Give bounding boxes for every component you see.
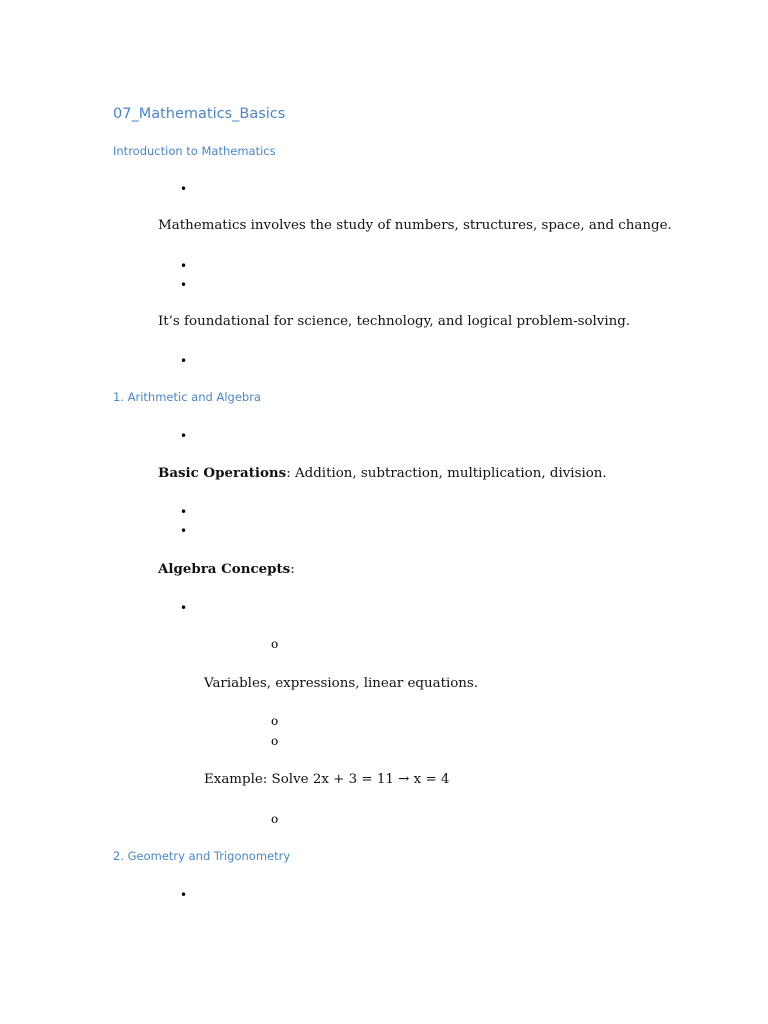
bullet-marker: • <box>180 354 188 368</box>
bullet-marker: • <box>180 888 188 902</box>
section-heading-arithmetic-algebra: 1. Arithmetic and Algebra <box>113 390 261 404</box>
bullet-marker: • <box>180 182 188 196</box>
algebra-sub-paragraph-1: Variables, expressions, linear equations. <box>204 676 479 691</box>
section-heading-introduction: Introduction to Mathematics <box>113 144 276 158</box>
bullet-marker: • <box>180 505 188 519</box>
bullet-marker: • <box>180 524 188 538</box>
intro-paragraph-2: It’s foundational for science, technology, and logical problem-solving. <box>158 314 631 329</box>
document-title: 07_Mathematics_Basics <box>113 106 286 122</box>
sub-bullet-marker: o <box>271 734 279 748</box>
algebra-concepts-item <box>158 561 295 577</box>
section-heading-geometry-trigonometry: 2. Geometry and Trigonometry <box>113 849 291 863</box>
intro-paragraph-1: Mathematics involves the study of numbers, structures, space, and change. <box>158 218 672 233</box>
sub-bullet-marker: o <box>271 812 279 826</box>
bullet-marker: • <box>180 259 188 273</box>
bullet-marker: • <box>180 601 188 615</box>
algebra-concepts-label: Algebra Concepts <box>158 561 291 577</box>
basic-operations-text: : Addition, subtraction, multiplication, division. <box>286 466 607 481</box>
algebra-concepts-text: : <box>290 562 295 577</box>
bullet-marker: • <box>180 429 188 443</box>
sub-bullet-marker: o <box>271 637 279 651</box>
sub-bullet-marker: o <box>271 714 279 728</box>
algebra-example: Example: Solve 2x + 3 = 11 → x = 4 <box>204 772 450 787</box>
basic-operations-label: Basic Operations <box>158 465 287 481</box>
bullet-marker: • <box>180 278 188 292</box>
basic-operations-item <box>158 465 607 481</box>
